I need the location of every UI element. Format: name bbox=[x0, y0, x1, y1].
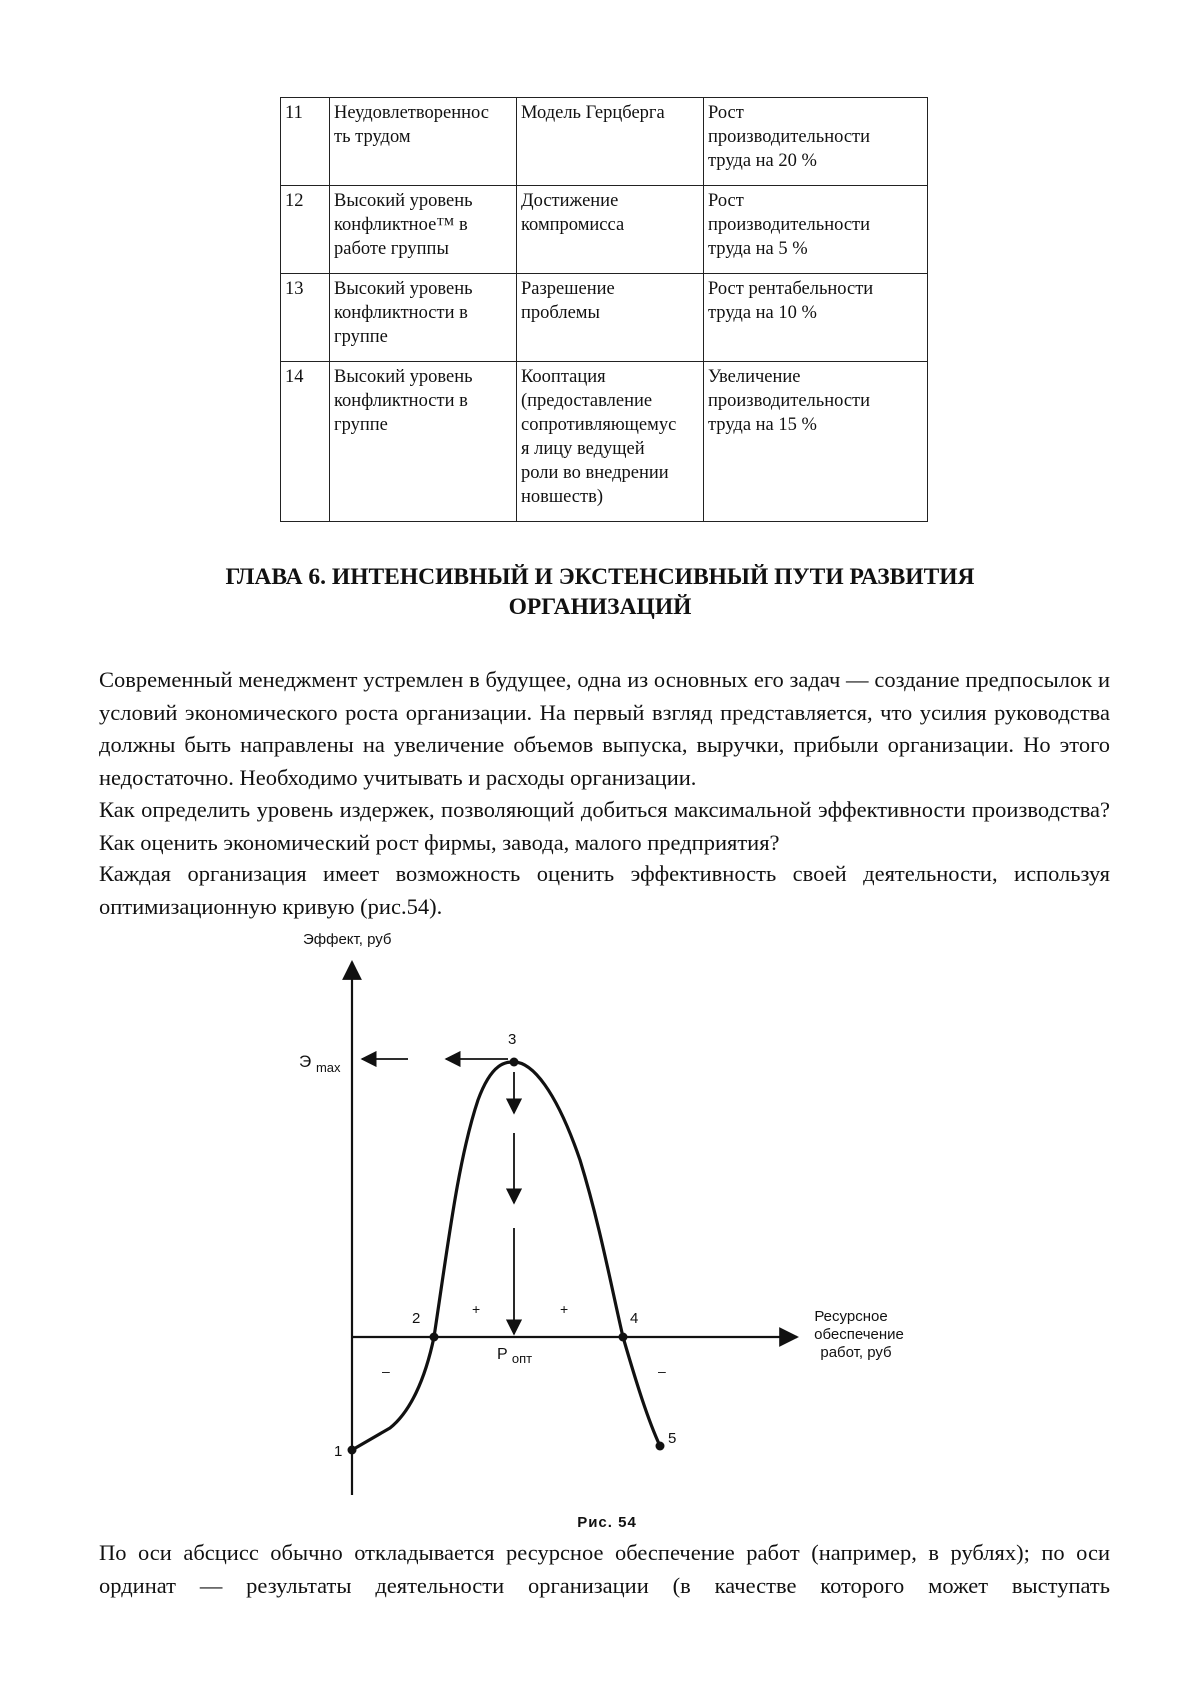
efficiency-curve bbox=[352, 1062, 660, 1450]
table-row bbox=[281, 186, 928, 274]
x-axis-label-line3: работ, руб bbox=[820, 1344, 892, 1361]
popt-label-main: P bbox=[497, 1346, 508, 1363]
problem-cell: Высокий уровень конфликтности в группе bbox=[330, 274, 517, 362]
chapter-heading bbox=[100, 562, 1100, 622]
result-cell: Увеличение производительности труда на 15 % bbox=[704, 362, 928, 522]
result-cell: Рост производительности труда на 20 % bbox=[704, 98, 928, 186]
row-number: 13 bbox=[281, 274, 330, 362]
method-cell: Модель Герцберга bbox=[517, 98, 704, 186]
popt-label-sub: опт bbox=[511, 1351, 533, 1366]
curve-point-2 bbox=[430, 1333, 439, 1342]
plus-sign-right: + bbox=[560, 1301, 569, 1317]
popt-label bbox=[497, 1346, 532, 1366]
row-number: 11 bbox=[281, 98, 330, 186]
figure-caption: Рис. 54 bbox=[577, 1514, 637, 1531]
method-cell: Достижение компромисса bbox=[517, 186, 704, 274]
table-row bbox=[281, 98, 928, 186]
curve-point-4 bbox=[619, 1333, 628, 1342]
emax-label-sub: max bbox=[315, 1060, 341, 1075]
paragraph-3: Каждая организация имеет возможность оценить эффективность своей деятельности, используя оптимизационную кривую (рис.54). bbox=[99, 861, 1110, 919]
measures-table bbox=[280, 97, 928, 522]
table-row bbox=[281, 362, 928, 522]
paragraph-4: По оси абсцисс обычно откладывается ресурсное обеспечение работ (например, в рублях); по оси ординат — результаты деятельности организации (в качестве которого может выступать bbox=[99, 1540, 1110, 1598]
x-axis-label-line1: Ресурсное bbox=[814, 1308, 888, 1325]
point-label-1: 1 bbox=[334, 1443, 343, 1460]
table-row bbox=[281, 274, 928, 362]
problem-cell: Высокий уровень конфликтное™ в работе группы bbox=[330, 186, 517, 274]
minus-sign-right: – bbox=[658, 1363, 666, 1379]
emax-label bbox=[299, 1052, 341, 1075]
point-label-3: 3 bbox=[508, 1031, 517, 1048]
curve-point-3 bbox=[510, 1058, 519, 1067]
point-label-4: 4 bbox=[630, 1310, 639, 1327]
result-cell: Рост производительности труда на 5 % bbox=[704, 186, 928, 274]
paragraph-1: Современный менеджмент устремлен в будущее, одна из основных его задач — создание предпосылок и условий экономического роста организации. На первый взгляд представляется, что усилия руководства должны быть направлены на увеличение объемов выпуска, выручки, прибыли организации. Но этого недостаточно. Необходимо учитывать и расходы организации. bbox=[99, 667, 1110, 790]
y-axis-label: Эффект, руб bbox=[303, 931, 392, 948]
curve-point-5 bbox=[656, 1442, 665, 1451]
curve-point-1 bbox=[348, 1446, 357, 1455]
result-cell: Рост рентабельности труда на 10 % bbox=[704, 274, 928, 362]
point-label-5: 5 bbox=[668, 1430, 677, 1447]
method-cell: Кооптация (предоставление сопротивляющемус я лицу ведущей роли во внедрении новшеств) bbox=[517, 362, 704, 522]
problem-cell: Высокий уровень конфликтности в группе bbox=[330, 362, 517, 522]
emax-label-main: Э bbox=[299, 1052, 312, 1071]
paragraph-2: Как определить уровень издержек, позволяющий добиться максимальной эффективности производства? Как оценить экономический рост фирмы, завода, малого предприятия? bbox=[99, 797, 1110, 855]
plus-sign-left: + bbox=[472, 1301, 481, 1317]
chapter-title-line1: ГЛАВА 6. ИНТЕНСИВНЫЙ И ЭКСТЕНСИВНЫЙ ПУТИ РАЗВИТИЯ bbox=[225, 564, 975, 590]
chapter-title-line2: ОРГАНИЗАЦИЙ bbox=[508, 594, 692, 620]
minus-sign-left: – bbox=[382, 1363, 390, 1379]
x-axis-label-line2: обеспечение bbox=[814, 1326, 904, 1343]
row-number: 12 bbox=[281, 186, 330, 274]
point-label-2: 2 bbox=[412, 1310, 421, 1327]
method-cell: Разрешение проблемы bbox=[517, 274, 704, 362]
row-number: 14 bbox=[281, 362, 330, 522]
problem-cell: Неудовлетвореннос ть трудом bbox=[330, 98, 517, 186]
